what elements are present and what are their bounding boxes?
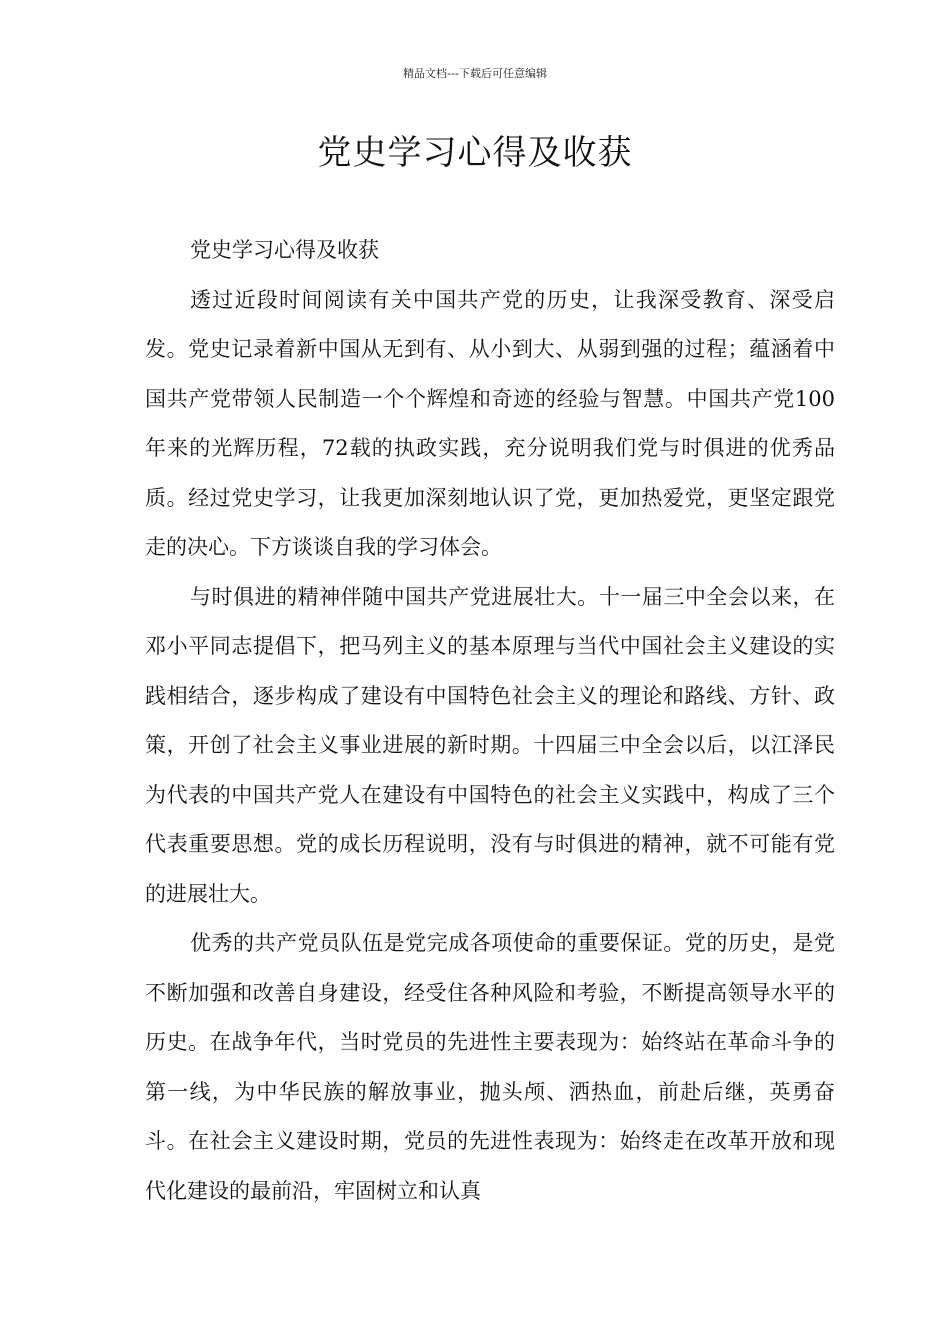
paragraph-subtitle: 党史学习心得及收获 [190, 238, 379, 262]
page-header: 精品文档---下载后可任意编辑 [403, 67, 547, 80]
document-body [145, 226, 835, 1216]
paragraph: 透过近段时间阅读有关中国共产党的历史，让我深受教育、深受启发。党史记录着新中国从无到有、从小到大、从弱到强的过程；蕴涵着中国共产党带领人民制造一个个辉煌和奇迹的经验与智慧。中国共产党100年来的光辉历程，72载的执政实践，充分说明我们党与时俱进的优秀品质。经过党史学习，让我更加深刻地认识了党，更加热爱党，更坚定跟党走的决心。下方谈谈自我的学习体会。 [145, 287, 835, 559]
paragraph: 优秀的共产党员队伍是党完成各项使命的重要保证。党的历史，是党不断加强和改善自身建设，经受住各种风险和考验，不断提高领导水平的历史。在战争年代，当时党员的先进性主要表现为：始终站在革命斗争的第一线，为中华民族的解放事业，抛头颅、洒热血，前赴后继，英勇奋斗。在社会主义建设时期，党员的先进性表现为：始终走在改革开放和现代化建设的最前沿，牢固树立和认真 [145, 931, 835, 1203]
paragraph: 与时俱进的精神伴随中国共产党进展壮大。十一届三中全会以来，在邓小平同志提倡下，把马列主义的基本原理与当代中国社会主义建设的实践相结合，逐步构成了建设有中国特色社会主义的理论和路线、方针、政策，开创了社会主义事业进展的新时期。十四届三中全会以后，以江泽民为代表的中国共产党人在建设有中国特色的社会主义实践中，构成了三个代表重要思想。党的成长历程说明，没有与时俱进的精神，就不可能有党的进展壮大。 [145, 584, 835, 906]
document-title: 党史学习心得及收获 [317, 133, 633, 173]
